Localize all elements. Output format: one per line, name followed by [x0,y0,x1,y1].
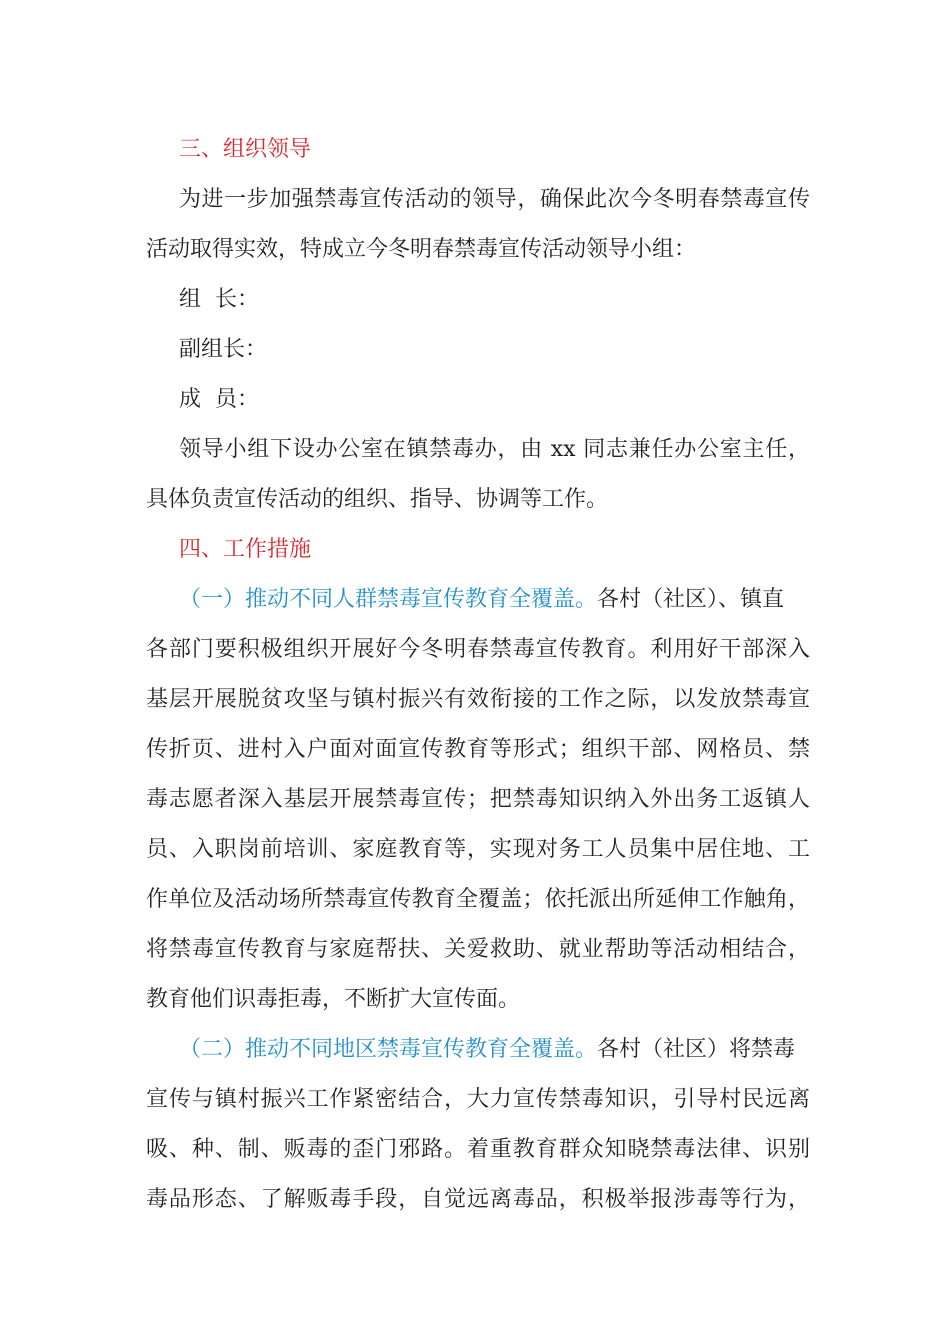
paragraph-line: 具体负责宣传活动的组织、指导、协调等工作。 [146,487,609,512]
paragraph-line: 员、入职岗前培训、家庭教育等，实现对务工人员集中居住地、工 [146,837,810,862]
measure-1-title: （一）推动不同人群禁毒宣传教育全覆盖。 [179,587,598,612]
section-heading-organization: 三、组织领导 [179,137,312,162]
paragraph-line: 吸、种、制、贩毒的歪门邪路。着重教育群众知晓禁毒法律、识别 [146,1137,810,1162]
paragraph-line: 作单位及活动场所禁毒宣传教育全覆盖；依托派出所延伸工作触角， [146,887,810,912]
measure-1-text-start: 各村（社区）、镇直 [597,587,785,612]
paragraph-line: 教育他们识毒拒毒，不断扩大宣传面。 [146,987,521,1012]
group-leader-line: 组 长： [179,287,259,312]
paragraph-line: 各部门要积极组织开展好今冬明春禁毒宣传教育。利用好干部深入 [146,637,810,662]
section-heading-work-measures: 四、工作措施 [179,537,312,562]
measure-2-title: （二）推动不同地区禁毒宣传教育全覆盖。 [179,1037,598,1062]
deputy-leader-line: 副组长： [179,337,268,362]
members-line: 成 员： [179,387,259,412]
paragraph-line: 领导小组下设办公室在镇禁毒办，由 xx 同志兼任办公室主任， [179,437,810,462]
measure-2-first-line [146,1025,810,1075]
paragraph-line: 基层开展脱贫攻坚与镇村振兴有效衔接的工作之际，以发放禁毒宣 [146,687,810,712]
paragraph-line: 活动取得实效，特成立今冬明春禁毒宣传活动领导小组： [146,237,697,262]
paragraph-line: 毒品形态、了解贩毒手段，自觉远离毒品，积极举报涉毒等行为， [146,1187,810,1212]
paragraph-line: 为进一步加强禁毒宣传活动的领导，确保此次今冬明春禁毒宣传 [179,187,810,212]
document-body [146,125,810,1225]
paragraph-line: 宣传与镇村振兴工作紧密结合，大力宣传禁毒知识，引导村民远离 [146,1087,810,1112]
paragraph-line: 传折页、进村入户面对面宣传教育等形式；组织干部、网格员、禁 [146,737,810,762]
paragraph-line: 毒志愿者深入基层开展禁毒宣传；把禁毒知识纳入外出务工返镇人 [146,787,810,812]
measure-1-first-line [146,575,810,625]
paragraph-line: 将禁毒宣传教育与家庭帮扶、关爱救助、就业帮助等活动相结合， [146,937,810,962]
measure-2-text-start: 各村（社区）将禁毒 [597,1037,796,1062]
